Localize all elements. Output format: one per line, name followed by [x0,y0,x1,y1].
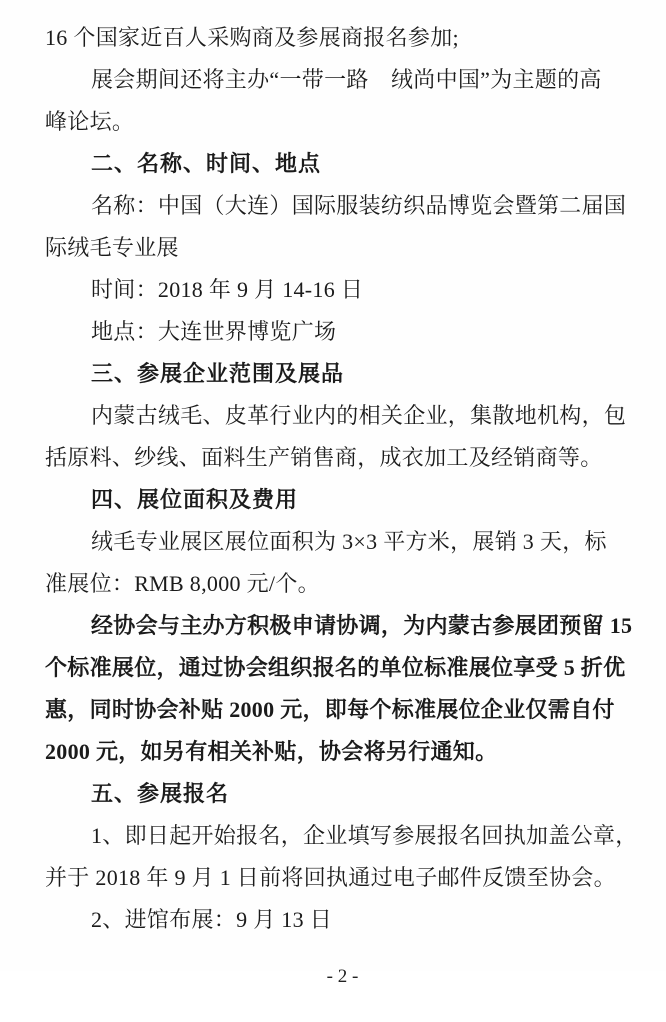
body-line: 绒毛专业展区展位面积为 3×3 平方米，展销 3 天，标 [91,529,607,554]
subsidy-paragraph-line: 惠，同时协会补贴 2000 元，即每个标准展位企业仅需自付 [45,697,615,722]
body-line: 16 个国家近百人采购商及参展商报名参加; [45,25,459,50]
body-line: 内蒙古绒毛、皮革行业内的相关企业，集散地机构，包 [91,403,627,428]
body-line: 名称：中国（大连）国际服装纺织品博览会暨第二届国 [91,193,627,218]
body-line: 准展位：RMB 8,000 元/个。 [45,571,320,596]
body-line: 1、即日起开始报名，企业填写参展报名回执加盖公章， [91,823,638,848]
section-heading-registration: 五、参展报名 [91,781,230,806]
body-line: 时间：2018 年 9 月 14-16 日 [91,277,364,302]
body-line: 并于 2018 年 9 月 1 日前将回执通过电子邮件反馈至协会。 [45,865,616,890]
section-heading-exhibitor-scope: 三、参展企业范围及展品 [91,361,345,386]
body-line: 际绒毛专业展 [45,235,179,260]
body-line: 括原料、纱线、面料生产销售商，成衣加工及经销商等。 [45,445,603,470]
page-number: - 2 - [326,966,359,987]
page-footer [0,932,666,1022]
body-line: 峰论坛。 [45,109,135,134]
subsidy-paragraph-line: 个标准展位，通过协会组织报名的单位标准展位享受 5 折优 [45,655,626,680]
section-heading-booth-area-fees: 四、展位面积及费用 [91,487,299,512]
body-line: 展会期间还将主办“一带一路 绒尚中国”为主题的高 [91,67,602,92]
subsidy-paragraph-line: 经协会与主办方积极申请协调，为内蒙古参展团预留 15 [91,613,633,638]
body-line: 2、进馆布展：9 月 13 日 [91,907,333,932]
section-heading-name-time-place: 二、名称、时间、地点 [91,151,322,176]
subsidy-paragraph-line: 2000 元，如另有相关补贴，协会将另行通知。 [45,739,498,764]
body-line: 地点：大连世界博览广场 [91,319,337,344]
